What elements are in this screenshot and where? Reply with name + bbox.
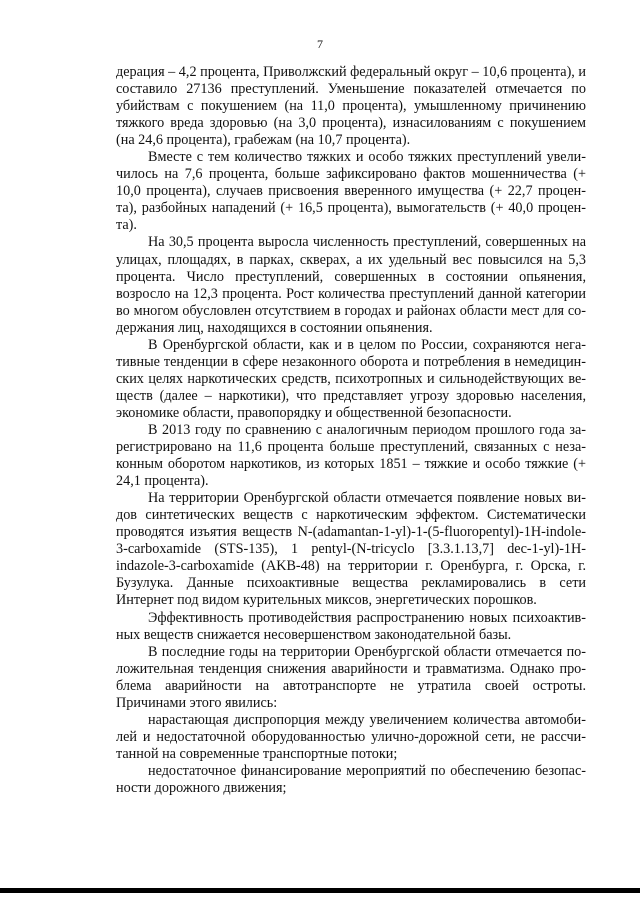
list-item-financing: недостаточное финансирование мероприятий по обеспечению безопасности дорожного движения; (116, 762, 586, 796)
paragraph-crime-decrease: дерация – 4,2 процента, Приволжский федеральный округ – 10,6 процента), и составило 27136 преступлений. Уменьшение показателей отмечается по убийствам с покушением (на 11,0 процента), умышленному причинению тяжкого вреда здоровью (на 3,0 процента), изнасилованиям с покушением (на 24,6 процента), грабежам (на 10,7 процента). (116, 64, 586, 149)
paragraph-legislation: Эффективность противодействия распространению новых психоактивных веществ снижается несовершенством законодательной базы. (116, 609, 586, 643)
paragraph-road-safety: В последние годы на территории Оренбургской области отмечается положительная тенденция снижения аварийности и травматизма. Однако проблема аварийности на автотранспорте не утратила своей остроты. Причинами этого явились: (116, 643, 586, 711)
paragraph-drug-crimes-2013: В 2013 году по сравнению с аналогичным периодом прошлого года зарегистрировано на 11,6 процента больше преступлений, связанных с незаконным оборотом наркотиков, из которых 1851 – тяжкие и особо тяжкие (+ 24,1 процента). (116, 421, 586, 490)
page-number: 7 (317, 37, 323, 51)
paragraph-serious-crimes: Вместе с тем количество тяжких и особо тяжких преступлений увеличилось на 7,6 процента, больше зафиксировано фактов мошенничества (+ 10,0 процента), случаев присвоения вверенного имущества (+ 22,7 процента), разбойных нападений (+ 16,5 процента), вымогательств (+ 40,0 процента). (116, 149, 586, 234)
list-item-road-network: нарастающая диспропорция между увеличением количества автомобилей и недостаточной оборудованностью улично-дорожной сети, не рассчитанной на современные транспортные потоки; (116, 711, 586, 762)
paragraph-street-crimes: На 30,5 процента выросла численность преступлений, совершенных на улицах, площадях, в парках, скверах, а их удельный вес повысился на 5,3 процента. Число преступлений, совершенных в состоянии опьянения, возросло на 12,3 процента. Рост количества преступлений данной категории во многом обусловлен отсутствием в городах и районах области мест для содержания лиц, находящихся в состоянии опьянения. (116, 234, 586, 336)
paragraph-drug-trends: В Оренбургской области, как и в целом по России, сохраняются негативные тенденции в сфере незаконного оборота и потребления в немедицинских целях наркотических средств, психотропных и сильнодействующих веществ (далее – наркотики), что представляет угрозу здоровью населения, экономике области, правопорядку и общественной безопасности. (116, 336, 586, 421)
document-body (116, 64, 586, 797)
paragraph-synthetic-substances: На территории Оренбургской области отмечается появление новых видов синтетических веществ с наркотическим эффектом. Систематически проводятся изъятия веществ N-(adamantan-1-yl)-1-(5-fluoropentyl)-1H-indole-3-carboxamide (STS-135), 1 pentyl-(N-tricyclo [3.3.1.13,7] dec-1-yl)-1H-indazole-3-carboxamide (AKB-48) на территории г. Оренбурга, г. Орска, г. Бузулука. Данные психоактивные вещества рекламировались в сети Интернет под видом курительных миксов, энергетических порошков. (116, 490, 586, 609)
scan-edge-bar (0, 888, 640, 893)
